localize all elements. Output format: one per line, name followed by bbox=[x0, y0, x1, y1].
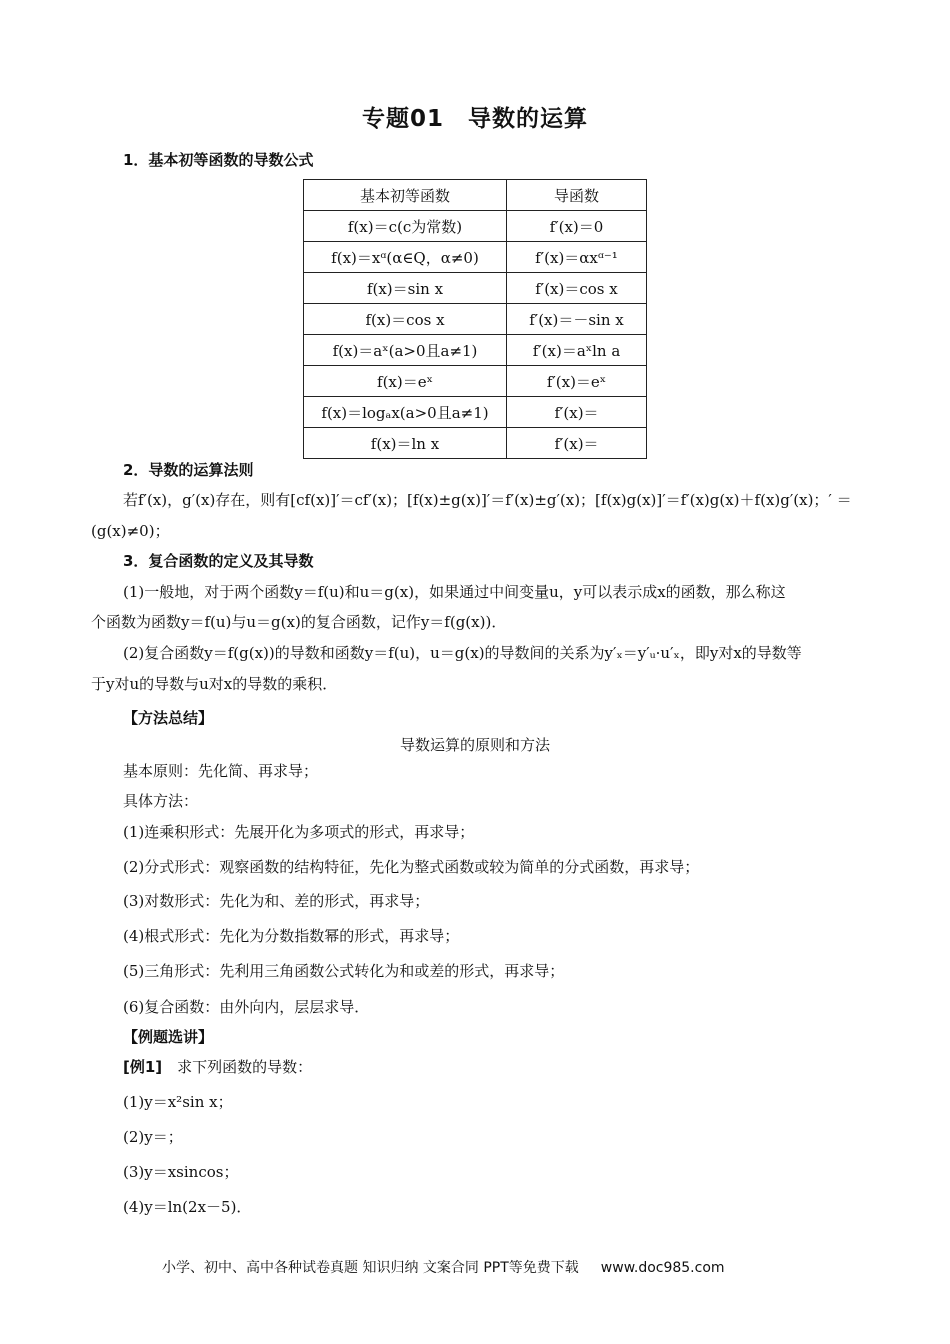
table-cell: f′(x)＝eˣ bbox=[507, 366, 647, 397]
method-line: 具体方法： bbox=[123, 792, 199, 810]
table-cell: f′(x)＝ bbox=[507, 397, 647, 428]
composite-definition-line-2: 个函数为函数y＝f(u)与u＝g(x)的复合函数，记作y＝f(g(x))． bbox=[91, 613, 507, 631]
method-line: 基本原则：先化简、再求导； bbox=[123, 762, 319, 780]
method-line: (5)三角形式：先利用三角函数公式转化为和或差的形式，再求导； bbox=[123, 962, 565, 980]
section-3-heading: 3．复合函数的定义及其导数 bbox=[123, 552, 314, 570]
table-cell: f′(x)＝0 bbox=[507, 211, 647, 242]
table-row bbox=[304, 273, 647, 304]
example-item: (4)y＝ln(2x－5)． bbox=[123, 1198, 252, 1216]
page-title: 专题01 导数的运算 bbox=[361, 106, 588, 132]
table-row bbox=[304, 242, 647, 273]
table-cell: f(x)＝c(c为常数) bbox=[304, 211, 507, 242]
table-cell: f(x)＝eˣ bbox=[304, 366, 507, 397]
table-row bbox=[304, 304, 647, 335]
section-1-heading: 1．基本初等函数的导数公式 bbox=[123, 151, 314, 169]
footer-text: 小学、初中、高中各种试卷真题 知识归纳 文案合同 PPT等免费下载 bbox=[162, 1260, 579, 1276]
table-row bbox=[304, 397, 647, 428]
example-item: (1)y＝x²sin x； bbox=[123, 1093, 233, 1111]
table-cell: f(x)＝xᵅ(α∈Q，α≠0) bbox=[304, 242, 507, 273]
method-summary-heading: 【方法总结】 bbox=[123, 709, 214, 727]
method-line: (4)根式形式：先化为分数指数幂的形式，再求导； bbox=[123, 927, 460, 945]
example-1-intro bbox=[123, 1057, 312, 1077]
composite-derivative-line-2: 于y对u的导数与u对x的导数的乘积． bbox=[91, 675, 338, 693]
table-row bbox=[304, 366, 647, 397]
example-item: (2)y＝； bbox=[123, 1128, 183, 1146]
example-1-label: [例1] bbox=[123, 1058, 163, 1076]
page-footer bbox=[162, 1257, 725, 1277]
table-cell: f(x)＝aˣ(a>0且a≠1) bbox=[304, 335, 507, 366]
table-row bbox=[304, 335, 647, 366]
method-line: (2)分式形式：观察函数的结构特征，先化为整式函数或较为简单的分式函数，再求导； bbox=[123, 858, 700, 876]
method-line: (6)复合函数：由外向内，层层求导． bbox=[123, 998, 370, 1016]
section-2-heading: 2．导数的运算法则 bbox=[123, 461, 254, 479]
example-1-prompt: 求下列函数的导数： bbox=[162, 1058, 313, 1076]
table-header-row bbox=[304, 180, 647, 211]
table-header-cell: 基本初等函数 bbox=[304, 180, 507, 211]
example-item: (3)y＝xsincos； bbox=[123, 1163, 239, 1181]
footer-site-link[interactable]: www.doc985.com bbox=[600, 1260, 725, 1276]
examples-heading: 【例题选讲】 bbox=[123, 1028, 214, 1046]
operation-rules-line-2: (g(x)≠0)； bbox=[91, 522, 170, 540]
table-header-cell: 导函数 bbox=[507, 180, 647, 211]
table-cell: f′(x)＝cos x bbox=[507, 273, 647, 304]
table-cell: f(x)＝logₐx(a>0且a≠1) bbox=[304, 397, 507, 428]
method-line: (1)连乘积形式：先展开化为多项式的形式，再求导； bbox=[123, 823, 475, 841]
table-cell: f(x)＝ln x bbox=[304, 428, 507, 459]
operation-rules-line-1: 若f′(x)，g′(x)存在，则有[cf(x)]′＝cf′(x)；[f(x)±g(x)]′＝f′(x)±g′(x)；[f(x)g(x)]′＝f′(x)g(x)＋f(x)g′(x)；′ ＝ bbox=[123, 491, 852, 509]
table-row bbox=[304, 428, 647, 459]
derivative-formula-table bbox=[303, 179, 647, 459]
table-row bbox=[304, 211, 647, 242]
table-cell: f′(x)＝－sin x bbox=[507, 304, 647, 335]
table-cell: f(x)＝sin x bbox=[304, 273, 507, 304]
table-cell: f(x)＝cos x bbox=[304, 304, 507, 335]
table-cell: f′(x)＝aˣln a bbox=[507, 335, 647, 366]
composite-definition-line-1: (1)一般地，对于两个函数y＝f(u)和u＝g(x)，如果通过中间变量u，y可以表示成x的函数，那么称这 bbox=[123, 583, 786, 601]
table-cell: f′(x)＝ bbox=[507, 428, 647, 459]
table-cell: f′(x)＝αxᵅ⁻¹ bbox=[507, 242, 647, 273]
method-line: (3)对数形式：先化为和、差的形式，再求导； bbox=[123, 892, 430, 910]
composite-derivative-line-1: (2)复合函数y＝f(g(x))的导数和函数y＝f(u)，u＝g(x)的导数间的关系为y′ₓ＝y′ᵤ·u′ₓ，即y对x的导数等 bbox=[123, 644, 802, 662]
method-summary-subtitle: 导数运算的原则和方法 bbox=[399, 736, 550, 754]
